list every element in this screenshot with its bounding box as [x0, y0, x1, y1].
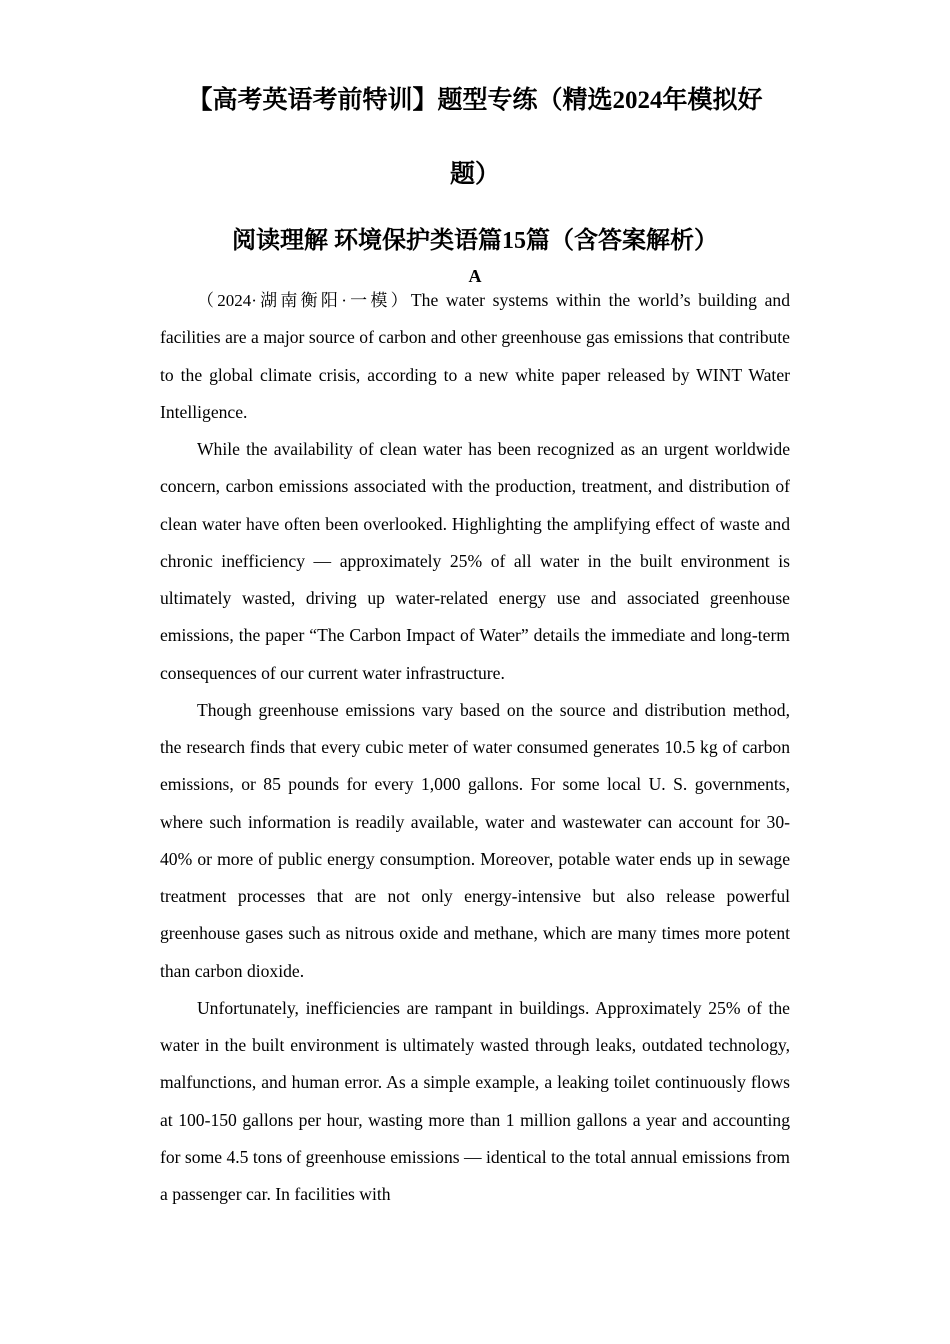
- passage-label: A: [468, 266, 482, 286]
- document-title-line-1: 【高考英语考前特训】题型专练（精选2024年模拟好: [187, 87, 763, 114]
- paragraph-1-text: The water systems within the world’s building and facilities are a major source of carbon and other greenhouse gas emissions that contribute to the global climate crisis, according to a new white paper released by WINT Water Intelligence.: [160, 290, 790, 422]
- document-subtitle: 阅读理解 环境保护类语篇15篇（含答案解析）: [232, 228, 718, 254]
- paragraph-2: While the availability of clean water has been recognized as an urgent worldwide concern, carbon emissions associated with the production, treatment, and distribution of clean water have often been overlooked. Highlighting the amplifying effect of waste and chronic inefficiency — approximately 25% of all water in the built environment is ultimately wasted, driving up water-related energy use and associated greenhouse emissions, the paper “The Carbon Impact of Water” details the immediate and long-term consequences of our current water infrastructure.: [160, 439, 790, 683]
- passage-body: [160, 282, 790, 1213]
- document-title-line-2: 题）: [449, 161, 500, 188]
- paragraph-1: [160, 282, 790, 431]
- paragraph-4: Unfortunately, inefficiencies are rampant in buildings. Approximately 25% of the water in the built environment is ultimately wasted through leaks, outdated technology, malfunctions, and human error. As a simple example, a leaking toilet continuously flows at 100-150 gallons per hour, wasting more than 1 million gallons a year and accounting for some 4.5 tons of greenhouse emissions — identical to the total annual emissions from a passenger car. In facilities with: [160, 997, 790, 1204]
- paragraph-3: Though greenhouse emissions vary based on the source and distribution method, the research finds that every cubic meter of water consumed generates 10.5 kg of carbon emissions, or 85 pounds for every 1,000 gallons. For some local U. S. governments, where such information is readily available, water and wastewater can account for 30-40% or more of public energy consumption. Moreover, potable water ends up in sewage treatment processes that are not only energy-intensive but also release powerful greenhouse gases such as nitrous oxide and methane, which are many times more potent than carbon dioxide.: [160, 699, 790, 981]
- passage-source: （2024·湖南衡阳·一模）: [196, 291, 411, 310]
